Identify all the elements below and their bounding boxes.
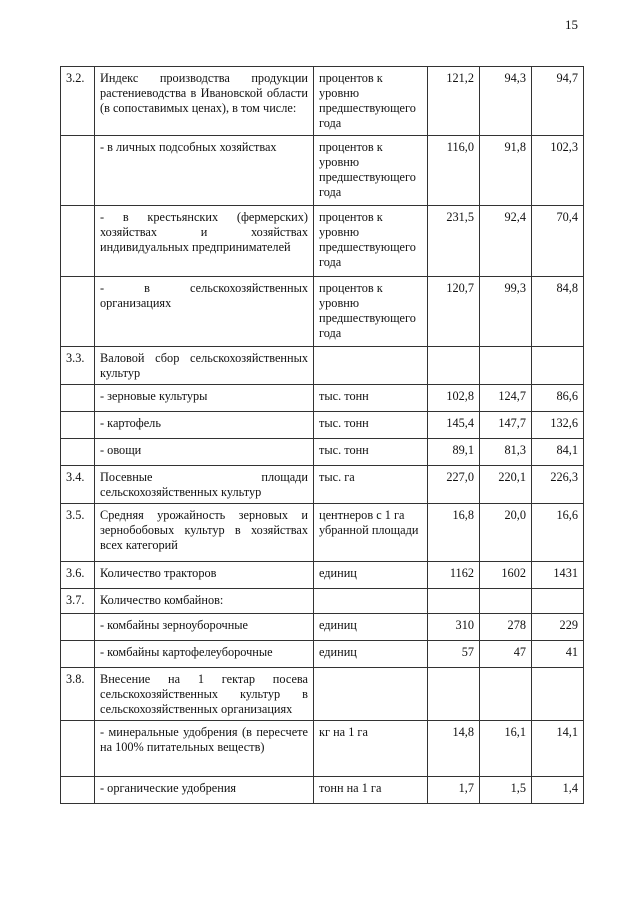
value-year-3: 94,7 [532,67,584,136]
row-number: 3.8. [61,668,95,721]
value-year-2 [480,347,532,385]
unit-of-measure [314,589,428,614]
unit-of-measure: тыс. тонн [314,439,428,466]
value-year-3: 132,6 [532,412,584,439]
table-row [61,67,584,136]
row-number: 3.5. [61,504,95,562]
value-year-1: 102,8 [428,385,480,412]
value-year-3: 86,6 [532,385,584,412]
row-number: 3.7. [61,589,95,614]
unit-of-measure: тыс. тонн [314,412,428,439]
unit-of-measure: процентов к уровню предшествующего года [314,277,428,347]
value-year-2: 16,1 [480,721,532,777]
table-row [61,777,584,804]
indicator-name: - овощи [95,439,314,466]
row-number [61,412,95,439]
value-year-1: 121,2 [428,67,480,136]
unit-of-measure: единиц [314,562,428,589]
value-year-3 [532,347,584,385]
value-year-2: 1,5 [480,777,532,804]
value-year-2 [480,589,532,614]
row-number: 3.2. [61,67,95,136]
indicator-name: Валовой сбор сельскохозяйственных культур [95,347,314,385]
unit-of-measure [314,347,428,385]
unit-of-measure: тыс. га [314,466,428,504]
value-year-3 [532,589,584,614]
value-year-1: 16,8 [428,504,480,562]
indicator-name: - в сельскохозяйственных организациях [95,277,314,347]
value-year-2: 94,3 [480,67,532,136]
value-year-3: 84,8 [532,277,584,347]
unit-of-measure [314,668,428,721]
row-number: 3.6. [61,562,95,589]
unit-of-measure: кг на 1 га [314,721,428,777]
unit-of-measure: тонн на 1 га [314,777,428,804]
value-year-2: 147,7 [480,412,532,439]
row-number [61,277,95,347]
indicator-name: - минеральные удобрения (в пересчете на 100% питательных веществ) [95,721,314,777]
indicator-name: Внесение на 1 гектар посева сельскохозяйственных культур в сельскохозяйственных организациях [95,668,314,721]
value-year-3: 1,4 [532,777,584,804]
indicator-name: Индекс производства продукции растениеводства в Ивановской области (в сопоставимых ценах), в том числе: [95,67,314,136]
value-year-1: 116,0 [428,136,480,206]
table-row [61,277,584,347]
indicator-name: - картофель [95,412,314,439]
value-year-2: 92,4 [480,206,532,277]
table-row [61,641,584,668]
value-year-3: 41 [532,641,584,668]
indicator-name: - комбайны зерноуборочные [95,614,314,641]
indicator-name: - в крестьянских (фермерских) хозяйствах и хозяйствах индивидуальных предпринимателей [95,206,314,277]
value-year-1: 145,4 [428,412,480,439]
table-row [61,614,584,641]
unit-of-measure: процентов к уровню предшествующего года [314,136,428,206]
value-year-1: 227,0 [428,466,480,504]
table-row [61,136,584,206]
table-row [61,668,584,721]
value-year-1: 14,8 [428,721,480,777]
indicator-name: - органические удобрения [95,777,314,804]
table-row [61,589,584,614]
value-year-3: 226,3 [532,466,584,504]
value-year-2: 124,7 [480,385,532,412]
value-year-2: 81,3 [480,439,532,466]
value-year-2: 220,1 [480,466,532,504]
table-row [61,439,584,466]
value-year-2: 99,3 [480,277,532,347]
row-number: 3.3. [61,347,95,385]
value-year-2: 278 [480,614,532,641]
row-number [61,614,95,641]
row-number [61,641,95,668]
row-number [61,385,95,412]
indicator-name: - зерновые культуры [95,385,314,412]
value-year-1: 1162 [428,562,480,589]
indicator-name: Посевные площади сельскохозяйственных культур [95,466,314,504]
indicator-name: Количество комбайнов: [95,589,314,614]
table-row [61,504,584,562]
value-year-2: 91,8 [480,136,532,206]
value-year-1: 120,7 [428,277,480,347]
unit-of-measure: единиц [314,641,428,668]
table-row [61,206,584,277]
value-year-3: 229 [532,614,584,641]
value-year-3: 1431 [532,562,584,589]
value-year-1: 231,5 [428,206,480,277]
value-year-3: 70,4 [532,206,584,277]
table-row [61,412,584,439]
value-year-3: 84,1 [532,439,584,466]
indicator-name: - комбайны картофелеуборочные [95,641,314,668]
table-row [61,347,584,385]
unit-of-measure: тыс. тонн [314,385,428,412]
table-row [61,562,584,589]
indicators-table [60,66,584,804]
value-year-2 [480,668,532,721]
value-year-1: 1,7 [428,777,480,804]
unit-of-measure: центнеров с 1 га убранной площади [314,504,428,562]
unit-of-measure: процентов к уровню предшествующего года [314,67,428,136]
value-year-3: 14,1 [532,721,584,777]
value-year-2: 47 [480,641,532,668]
indicator-name: - в личных подсобных хозяйствах [95,136,314,206]
value-year-3 [532,668,584,721]
page-number: 15 [565,17,578,32]
value-year-2: 20,0 [480,504,532,562]
value-year-1 [428,589,480,614]
row-number [61,721,95,777]
value-year-1 [428,347,480,385]
row-number [61,136,95,206]
table-row [61,385,584,412]
unit-of-measure: процентов к уровню предшествующего года [314,206,428,277]
unit-of-measure: единиц [314,614,428,641]
value-year-1 [428,668,480,721]
table-row [61,466,584,504]
row-number: 3.4. [61,466,95,504]
value-year-2: 1602 [480,562,532,589]
value-year-1: 89,1 [428,439,480,466]
row-number [61,777,95,804]
indicator-name: Количество тракторов [95,562,314,589]
indicator-name: Средняя урожайность зерновых и зернобобовых культур в хозяйствах всех категорий [95,504,314,562]
value-year-3: 16,6 [532,504,584,562]
table-row [61,721,584,777]
value-year-3: 102,3 [532,136,584,206]
value-year-1: 57 [428,641,480,668]
row-number [61,206,95,277]
row-number [61,439,95,466]
value-year-1: 310 [428,614,480,641]
